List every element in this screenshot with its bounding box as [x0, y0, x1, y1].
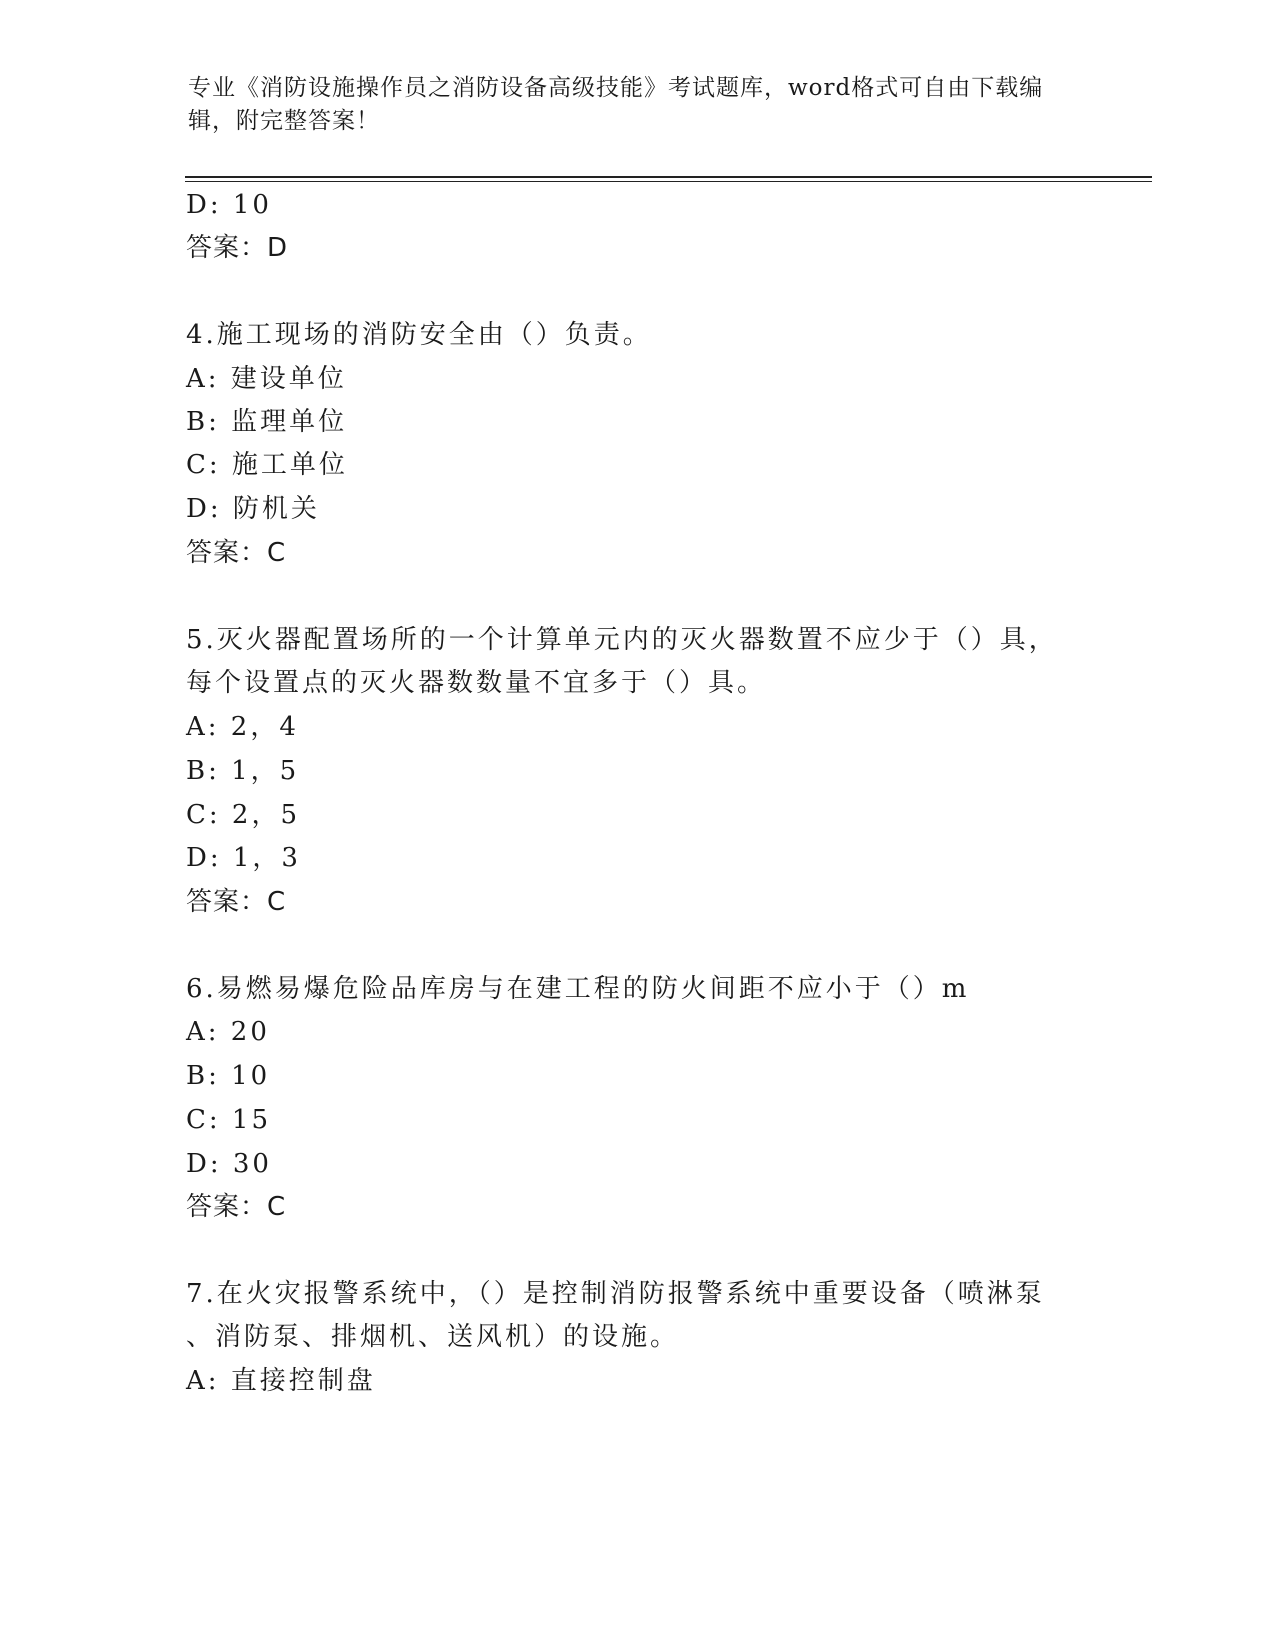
header-rule-thick — [185, 176, 1152, 178]
header-rule-thin — [185, 181, 1152, 182]
option-d: D: 10 — [186, 190, 272, 220]
option-b: B: 1，5 — [186, 756, 300, 786]
option-a: A: 2，4 — [186, 712, 299, 742]
option-a: A: 直接控制盘 — [186, 1366, 376, 1396]
question-stem: 4.施工现场的消防安全由（）负责。 — [186, 320, 652, 350]
question-stem: 6.易燃易爆危险品库房与在建工程的防火间距不应小于（）m — [186, 974, 970, 1004]
answer: 答案：D — [186, 233, 289, 263]
question-stem-continued: 每个设置点的灭火器数数量不宜多于（）具。 — [186, 668, 767, 698]
document-header — [188, 72, 1068, 138]
option-d: D: 30 — [186, 1149, 272, 1179]
header-line-1: 专业《消防设施操作员之消防设备高级技能》考试题库，word格式可自由下载编 — [188, 75, 1044, 101]
option-c: C: 15 — [186, 1105, 272, 1135]
answer: 答案：C — [186, 538, 287, 568]
option-b: B: 10 — [186, 1061, 271, 1091]
question-stem-continued: 、消防泵、排烟机、送风机）的设施。 — [186, 1322, 680, 1352]
option-d: D: 1，3 — [186, 843, 301, 873]
option-d: D: 防机关 — [186, 494, 320, 524]
question-stem: 7.在火灾报警系统中，（）是控制消防报警系统中重要设备（喷淋泵 — [186, 1279, 1045, 1309]
option-a: A: 20 — [186, 1017, 270, 1047]
answer: 答案：C — [186, 887, 287, 917]
header-line-2: 辑，附完整答案！ — [188, 108, 380, 134]
option-c: C: 2，5 — [186, 800, 301, 830]
answer: 答案：C — [186, 1192, 287, 1222]
question-stem: 5.灭火器配置场所的一个计算单元内的灭火器数置不应少于（）具， — [186, 625, 1058, 655]
option-b: B: 监理单位 — [186, 407, 348, 437]
option-a: A: 建设单位 — [186, 364, 347, 394]
option-c: C: 施工单位 — [186, 450, 348, 480]
